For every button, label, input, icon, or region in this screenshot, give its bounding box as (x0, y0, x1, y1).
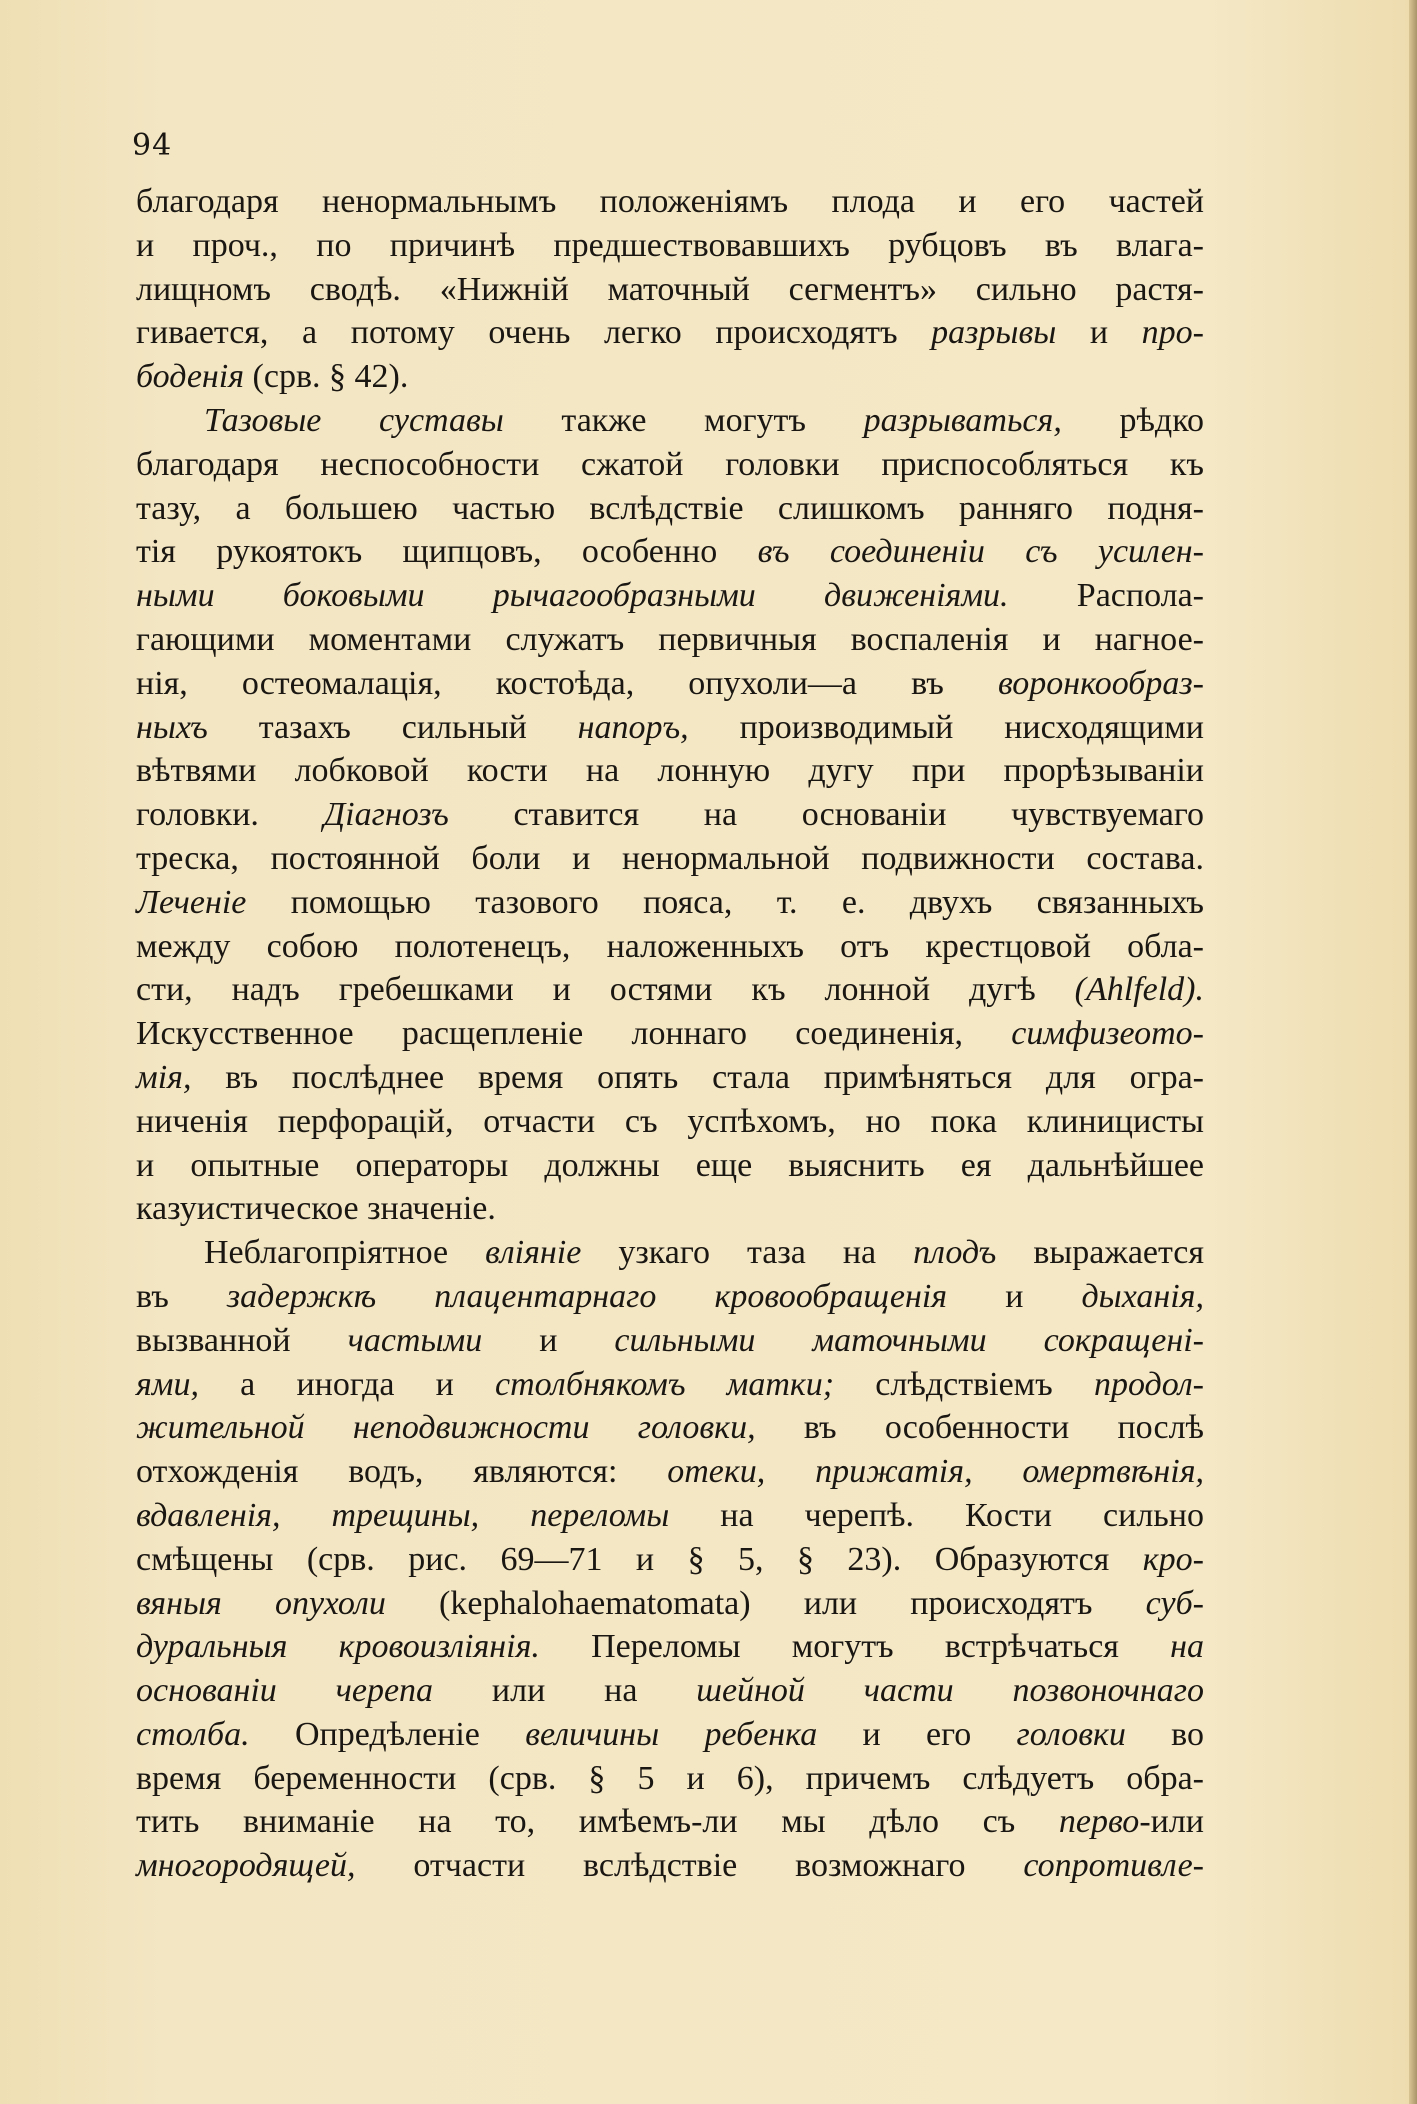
text-run: и (482, 1321, 615, 1359)
italic-text: суб- (1145, 1584, 1204, 1622)
text-run: производимый нисходящими (688, 708, 1204, 746)
text-run: (kephalohaematomata) или происходятъ (385, 1584, 1146, 1622)
text-line (136, 618, 1204, 662)
body-text (136, 180, 1204, 1888)
text-line (136, 1450, 1204, 1494)
text-line (136, 1757, 1204, 1801)
text-run: рѣдко (1061, 401, 1204, 439)
italic-text: основаніи черепа (136, 1672, 434, 1710)
text-run: Неблагопріятное (204, 1234, 486, 1272)
text-run: благодаря неспособности сжатой головки приспособляться къ (136, 445, 1204, 483)
italic-text: задержкѣ плацентарнаго кровообращенія (226, 1277, 948, 1315)
text-line (136, 574, 1204, 618)
page-edge (1409, 0, 1417, 2104)
text-run: и (1056, 314, 1142, 352)
italic-text: столба. (136, 1715, 250, 1753)
italic-text: столбнякомъ матки; (495, 1365, 835, 1403)
text-line (136, 1582, 1204, 1626)
text-line (136, 749, 1204, 793)
italic-text: воронкообраз- (997, 664, 1204, 702)
text-line (136, 1494, 1204, 1538)
italic-text: въ соединеніи съ усилен- (757, 533, 1204, 571)
page-number: 94 (132, 128, 173, 163)
text-run: вызванной (136, 1321, 348, 1359)
italic-text: дуральныя кровоизліянія. (136, 1628, 540, 1666)
italic-text: шейной части позвоночнаго (696, 1672, 1204, 1710)
text-run: въ (136, 1277, 227, 1315)
italic-text: разрывы (931, 314, 1057, 352)
text-run: нія, остеомалація, костоѣда, опухоли—а въ (136, 664, 998, 702)
text-run: также могутъ (503, 401, 864, 439)
italic-text: вяныя опухоли (136, 1584, 386, 1622)
text-run: между собою полотенецъ, наложенныхъ отъ крестцовой обла- (136, 927, 1204, 965)
italic-text: перво (1058, 1803, 1140, 1841)
text-line (136, 1056, 1204, 1100)
text-run: вѣтвями лобковой кости на лонную дугу при прорѣзываніи (136, 752, 1204, 790)
text-run: смѣщены (срв. рис. 69—71 и § 5, § 23). Образуются (136, 1540, 1143, 1578)
text-run: Переломы могутъ встрѣчаться (539, 1628, 1171, 1666)
italic-text: вліяніе (485, 1234, 582, 1272)
text-run: Опредѣленіе (249, 1715, 526, 1753)
italic-text: плодъ (913, 1234, 997, 1272)
text-run: и его (817, 1715, 1017, 1753)
text-run: Распола- (1008, 577, 1204, 615)
italic-text: Діагнозъ (323, 796, 449, 834)
text-line (136, 399, 1204, 443)
text-run: на черепѣ. Кости сильно (669, 1496, 1204, 1534)
text-run: слѣдствіемъ (834, 1365, 1094, 1403)
text-run: и опытные операторы должны еще выяснить ея дальнѣйшее (136, 1146, 1204, 1184)
italic-text: на (1170, 1628, 1204, 1666)
text-run: тія рукоятокъ щипцовъ, особенно (136, 533, 758, 571)
text-line (136, 1406, 1204, 1450)
text-run: головки. (136, 796, 324, 834)
text-line (136, 1669, 1204, 1713)
italic-text: частыми (347, 1321, 483, 1359)
italic-text: боденія (136, 358, 245, 396)
text-run: треска, постоянной боли и ненормальной подвижности состава. (136, 839, 1204, 877)
text-line (136, 530, 1204, 574)
text-run: тить вниманіе на то, имѣемъ-ли мы дѣло съ (136, 1803, 1059, 1841)
text-line (136, 1625, 1204, 1669)
text-line (136, 224, 1204, 268)
text-line (136, 1187, 1204, 1231)
italic-text: Тазовые суставы (204, 401, 504, 439)
italic-text: вдавленія, трещины, переломы (136, 1496, 670, 1534)
text-line (136, 1800, 1204, 1844)
text-run: и проч., по причинѣ предшествовавшихъ рубцовъ въ влага- (136, 226, 1204, 264)
text-run: -или (1139, 1803, 1204, 1841)
text-line (136, 1144, 1204, 1188)
text-line (136, 837, 1204, 881)
text-run: помощью тазового пояса, т. е. двухъ связанныхъ (246, 883, 1204, 921)
italic-text: жительной неподвижности головки, (136, 1409, 756, 1447)
text-line (136, 968, 1204, 1012)
text-line (136, 1275, 1204, 1319)
text-line (136, 443, 1204, 487)
text-run: ниченія перфорацій, отчасти съ успѣхомъ, но пока клиницисты (136, 1102, 1204, 1140)
text-run: гающими моментами служатъ первичныя воспаленія и нагное- (136, 620, 1204, 658)
text-run: а иногда и (199, 1365, 496, 1403)
text-line (136, 1319, 1204, 1363)
text-run: тазахъ сильный (207, 708, 578, 746)
italic-text: напоръ, (577, 708, 689, 746)
italic-text: (Ahlfeld). (1074, 971, 1204, 1009)
text-line (136, 1100, 1204, 1144)
text-run: лищномъ сводѣ. «Нижній маточный сегментъ» сильно растя- (136, 270, 1204, 308)
italic-text: сопротивле- (1023, 1847, 1204, 1885)
text-run: время беременности (срв. § 5 и 6), причемъ слѣдуетъ обра- (136, 1759, 1204, 1797)
text-line (136, 1538, 1204, 1582)
text-line (136, 706, 1204, 750)
italic-text: дыханія, (1081, 1277, 1204, 1315)
text-run: гивается, а потому очень легко происходятъ (136, 314, 932, 352)
italic-text: мія, (136, 1058, 192, 1096)
text-line (136, 355, 1204, 399)
text-run: въ особенности послѣ (755, 1409, 1205, 1447)
italic-text: Леченіе (136, 883, 247, 921)
text-run: казуистическое значеніе. (136, 1190, 496, 1228)
text-run: отхожденія водъ, являются: (136, 1453, 668, 1491)
text-run: сти, надъ гребешками и остями къ лонной дугѣ (136, 971, 1075, 1009)
italic-text: продол- (1093, 1365, 1204, 1403)
italic-text: отеки, прижатія, омертвѣнія, (667, 1453, 1204, 1491)
text-run: выражается (996, 1234, 1205, 1272)
italic-text: симфизеото- (1011, 1015, 1204, 1053)
text-line (136, 881, 1204, 925)
text-run: во (1125, 1715, 1204, 1753)
italic-text: головки (1016, 1715, 1126, 1753)
text-run: (срв. § 42). (244, 358, 409, 396)
text-line (136, 1231, 1204, 1275)
text-run: узкаго таза на (581, 1234, 914, 1272)
text-run: отчасти вслѣдствіе возможнаго (355, 1847, 1024, 1885)
text-line (136, 1844, 1204, 1888)
text-run: благодаря ненормальнымъ положеніямъ плода и его частей (136, 183, 1204, 220)
italic-text: кро- (1142, 1540, 1204, 1578)
text-run: или на (433, 1672, 697, 1710)
text-run: и (947, 1277, 1082, 1315)
italic-text: ныхъ (136, 708, 208, 746)
italic-text: сильными маточными сокращені- (614, 1321, 1204, 1359)
italic-text: разрываться, (863, 401, 1062, 439)
text-line (136, 1713, 1204, 1757)
text-line (136, 268, 1204, 312)
italic-text: про- (1141, 314, 1204, 352)
text-run: тазу, а большею частью вслѣдствіе слишкомъ ранняго подня- (136, 489, 1204, 527)
text-run: въ послѣднее время опять стала примѣняться для огра- (191, 1058, 1204, 1096)
italic-text: ями, (136, 1365, 200, 1403)
text-line (136, 180, 1204, 224)
text-run: Искусственное расщепленіе лоннаго соединенія, (136, 1015, 1012, 1053)
text-line (136, 1012, 1204, 1056)
text-run: ставится на основаніи чувствуемаго (448, 796, 1204, 834)
text-line (136, 925, 1204, 969)
italic-text: величины ребенка (525, 1715, 818, 1753)
text-line (136, 1363, 1204, 1407)
text-line (136, 487, 1204, 531)
italic-text: ными боковыми рычагообразными движеніями. (136, 577, 1009, 615)
italic-text: многородящей, (136, 1847, 356, 1885)
text-line (136, 662, 1204, 706)
text-line (136, 311, 1204, 355)
text-line (136, 793, 1204, 837)
